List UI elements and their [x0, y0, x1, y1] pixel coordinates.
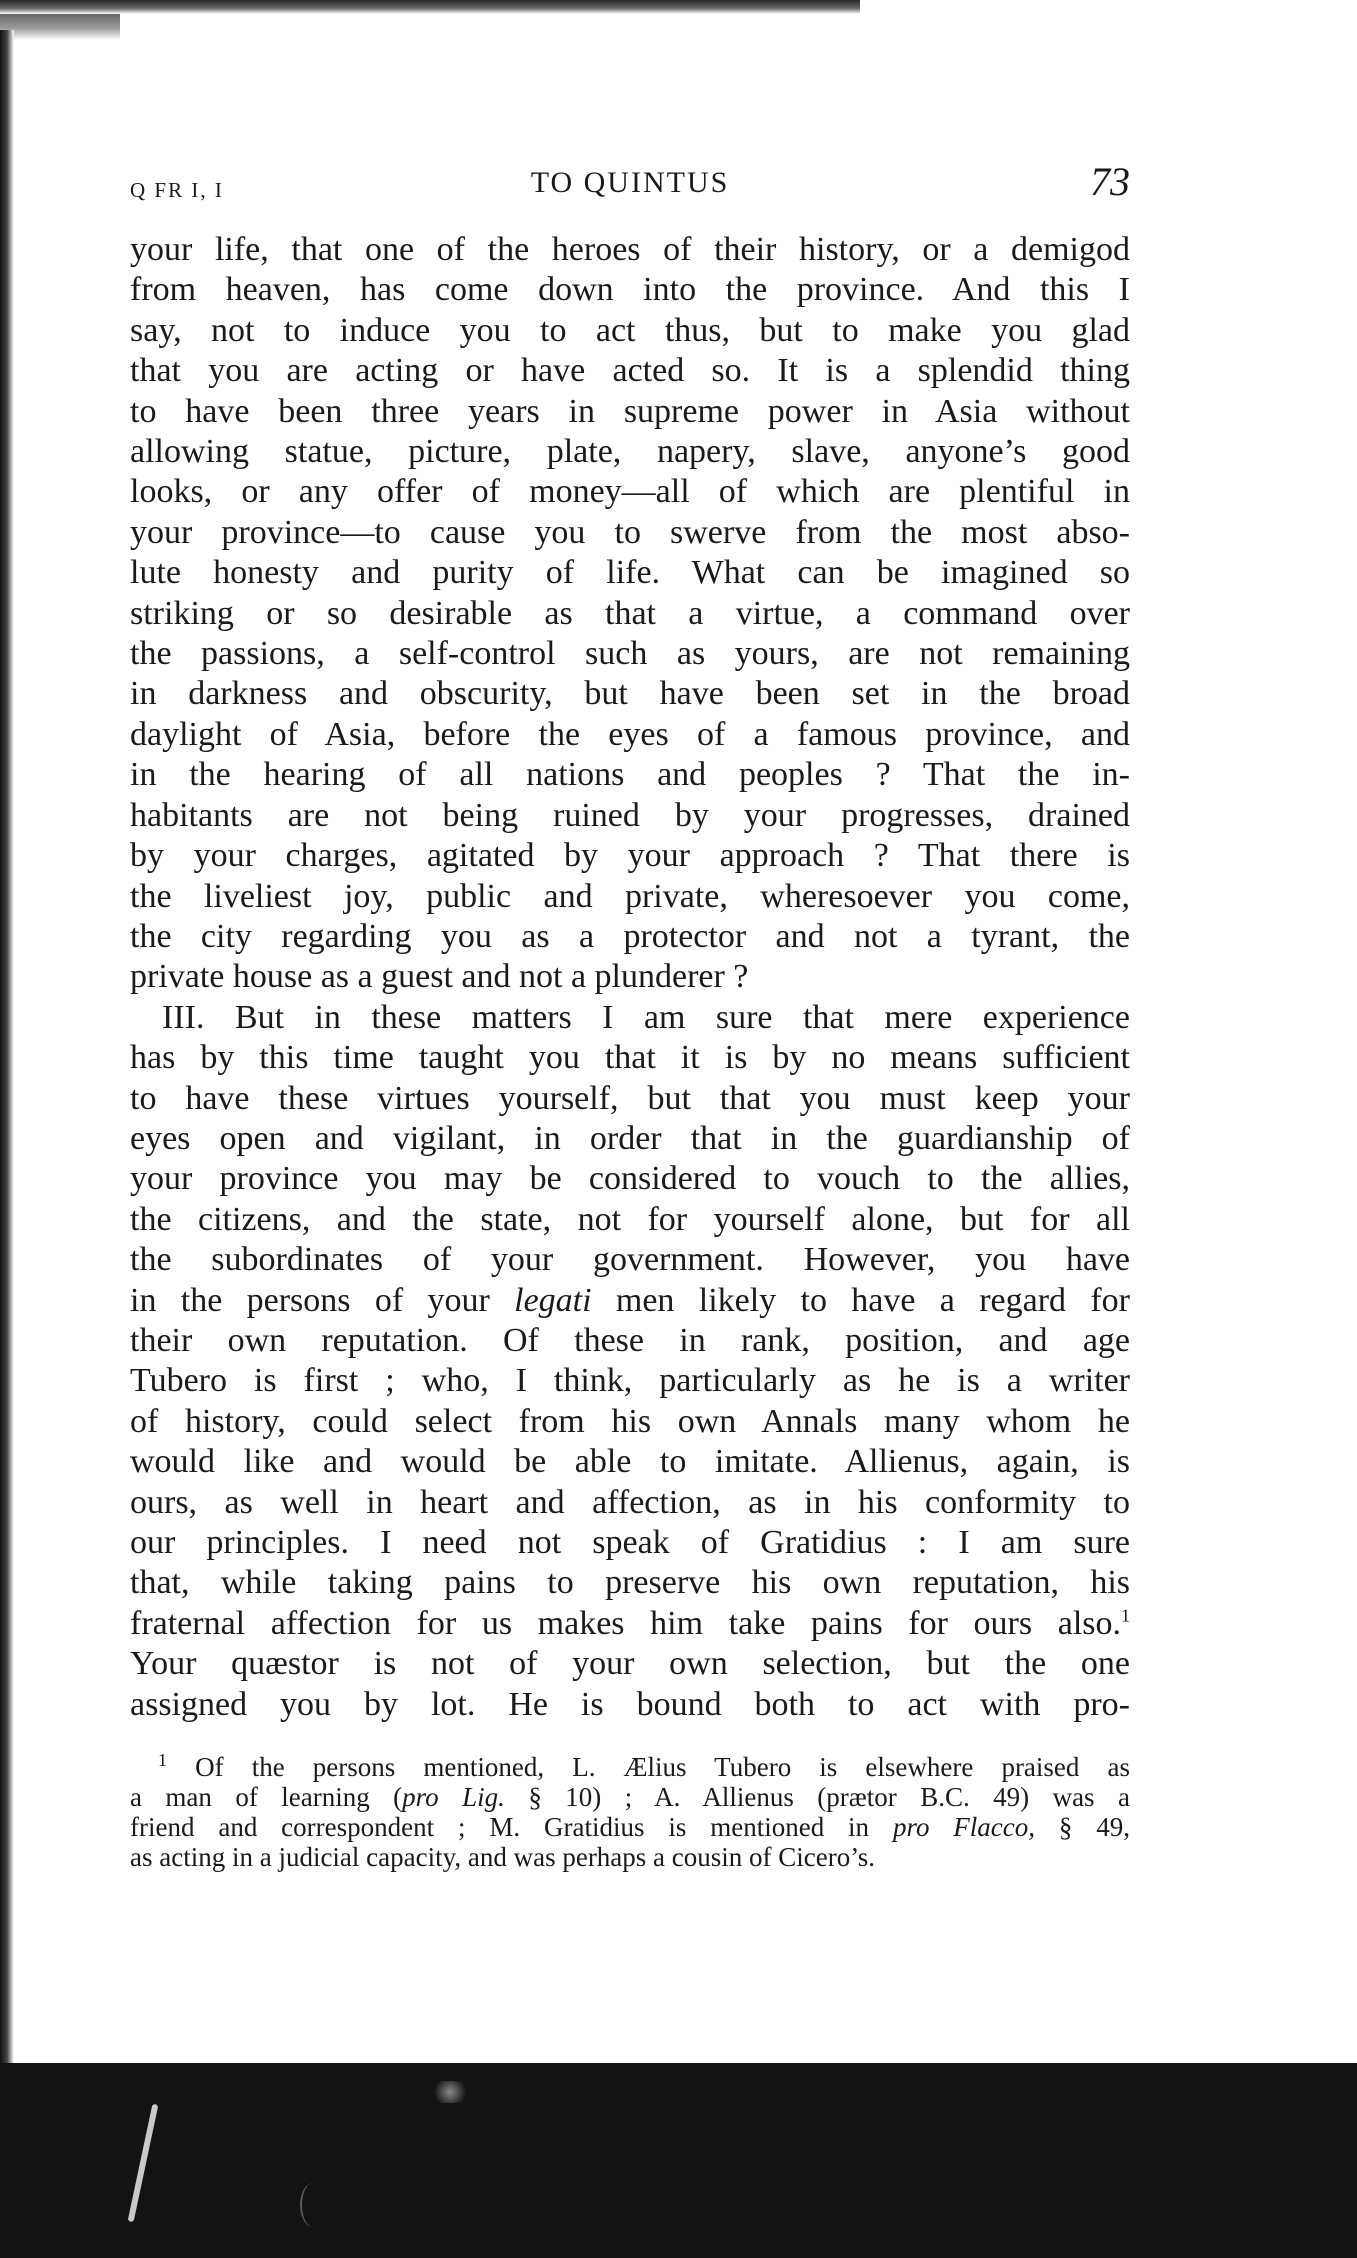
footnote-line — [130, 1745, 1130, 1782]
italic-citation: pro Flacco, — [892, 1812, 1036, 1843]
text-line: your province you may be considered to vouch to the allies, — [130, 1160, 1130, 1198]
text-line: our principles. I need not speak of Gratidius : I am sure — [130, 1524, 1130, 1561]
text-line: Tubero is first ; who, I think, particularly as he is a writer — [130, 1362, 1130, 1400]
text-line: in the hearing of all nations and peoples ? That the in- — [130, 756, 1130, 794]
text-line: your province—to cause you to swerve from the most abso- — [130, 513, 1130, 551]
text-line: of history, could select from his own Annals many whom he — [130, 1402, 1130, 1440]
text-fragment: § 49, — [1035, 1812, 1131, 1843]
text-fragment: men likely to have a regard for — [591, 1281, 1130, 1319]
text-fragment: fraternal affection for us makes him take pains for ours also. — [130, 1604, 1121, 1642]
running-head — [130, 150, 1130, 210]
text-line: from heaven, has come down into the province. And this I — [130, 271, 1130, 309]
text-line: that you are acting or have acted so. It is a splendid thing — [130, 352, 1130, 390]
italic-citation: pro Lig. — [402, 1782, 505, 1813]
scan-artifact — [128, 2104, 159, 2223]
text-line: the city regarding you as a protector and not a tyrant, the — [130, 917, 1130, 955]
scan-bottom-border — [0, 2063, 1357, 2258]
text-line: eyes open and vigilant, in order that in the guardianship of — [130, 1119, 1130, 1157]
text-line — [130, 1281, 1130, 1321]
scan-left-border — [0, 30, 14, 2070]
footnote-marker: 1 — [158, 1750, 167, 1771]
text-line: the liveliest joy, public and private, wheresoever you come, — [130, 877, 1130, 915]
text-line: that, while taking pains to preserve his own reputation, his — [130, 1564, 1130, 1602]
text-fragment: § 10) ; A. Allienus (prætor B.C. 49) was a — [504, 1782, 1130, 1813]
text-line: your life, that one of the heroes of their history, or a demigod — [130, 231, 1130, 268]
text-line: has by this time taught you that it is by no means sufficient — [130, 1039, 1130, 1077]
text-line: the passions, a self-control such as yours, are not remaining — [130, 635, 1130, 673]
scan-artifact — [430, 2081, 470, 2103]
footnotes — [130, 1745, 1130, 1872]
text-line: Your quæstor is not of your own selection, but the one — [130, 1645, 1130, 1683]
book-page — [130, 150, 1130, 1872]
page-number: 73 — [1090, 159, 1130, 204]
scan-top-border — [0, 0, 860, 14]
running-title: TO QUINTUS — [530, 166, 730, 199]
text-line: by your charges, agitated by your approach ? That there is — [130, 837, 1130, 875]
text-line: striking or so desirable as that a virtue, a command over — [130, 594, 1130, 632]
paragraph-1 — [130, 230, 1130, 998]
text-line: in darkness and obscurity, but have been set in the broad — [130, 675, 1130, 713]
text-line: the citizens, and the state, not for yourself alone, but for all — [130, 1200, 1130, 1238]
text-line — [130, 1604, 1130, 1644]
footnote-reference[interactable]: 1 — [1121, 1605, 1130, 1626]
text-line: to have been three years in supreme power in Asia without — [130, 392, 1130, 430]
text-line: say, not to induce you to act thus, but to make you glad — [130, 311, 1130, 349]
italic-term: legati — [514, 1281, 592, 1319]
scan-artifact — [300, 2183, 326, 2227]
text-line: habitants are not being ruined by your progresses, drained — [130, 796, 1130, 834]
text-line: to have these virtues yourself, but that you must keep your — [130, 1079, 1130, 1117]
text-line: lute honesty and purity of life. What can be imagined so — [130, 554, 1130, 592]
text-line: allowing statue, picture, plate, napery, slave, anyone’s good — [130, 433, 1130, 471]
text-line: assigned you by lot. He is bound both to act with pro- — [130, 1685, 1130, 1723]
text-fragment: in the persons of your — [130, 1281, 515, 1319]
section-reference: Q FR I, I — [130, 178, 224, 202]
footnote-line — [130, 1812, 1130, 1842]
footnote-1 — [130, 1745, 1130, 1872]
text-fragment: Of the persons mentioned, L. Ælius Tubero is elsewhere praised as — [195, 1752, 1130, 1783]
body-text — [130, 230, 1130, 1725]
text-line: looks, or any offer of money—all of which are plentiful in — [130, 473, 1130, 511]
text-fragment: a man of learning ( — [130, 1782, 403, 1813]
footnote-line — [130, 1782, 1130, 1812]
paragraph-2 — [130, 998, 1130, 1725]
text-fragment: friend and correspondent ; M. Gratidius is mentioned in — [130, 1812, 893, 1843]
text-line: daylight of Asia, before the eyes of a famous province, and — [130, 715, 1130, 753]
text-line: their own reputation. Of these in rank, position, and age — [130, 1321, 1130, 1359]
text-line: the subordinates of your government. However, you have — [130, 1241, 1130, 1279]
text-line: ours, as well in heart and affection, as in his conformity to — [130, 1483, 1130, 1521]
footnote-line: as acting in a judicial capacity, and was perhaps a cousin of Cicero’s. — [130, 1842, 875, 1873]
text-line: III. But in these matters I am sure that mere experience — [162, 998, 1130, 1036]
text-line: would like and would be able to imitate. Allienus, again, is — [130, 1443, 1130, 1481]
text-line: private house as a guest and not a plunderer ? — [130, 958, 749, 996]
